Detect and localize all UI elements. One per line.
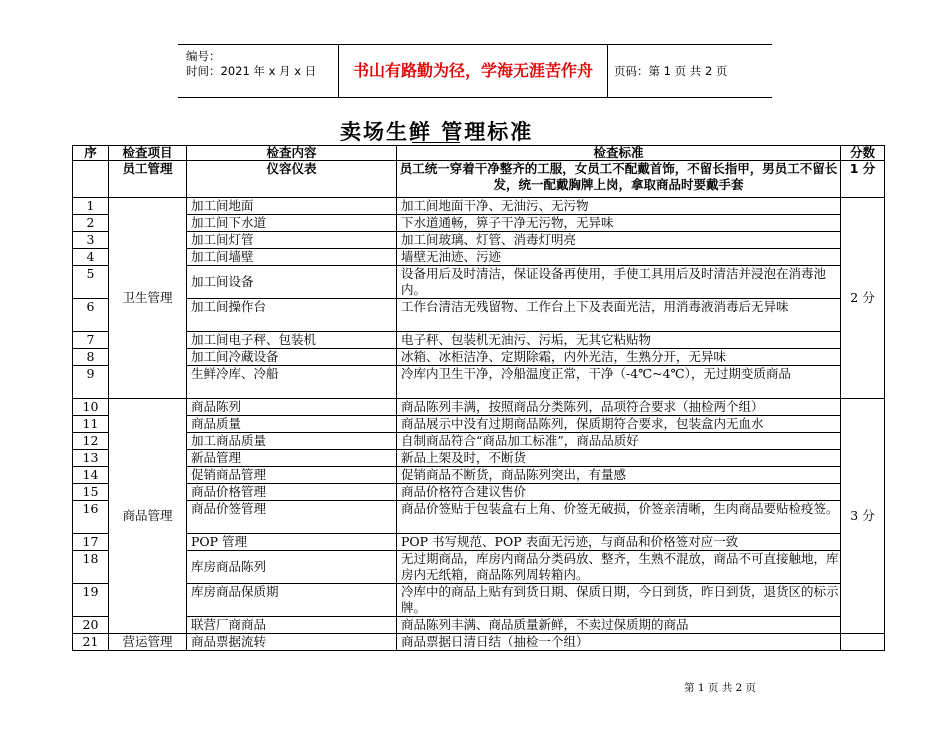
table-row [73,299,885,332]
standard-cell: 冷库内卫生干净，冷船温度正常，干净（-4℃~4℃），无过期变质商品 [397,366,841,399]
standard-cell: 商品价格符合建议售价 [397,484,841,501]
score-cell: 2 分 [841,198,885,399]
document-title: 卖场生鲜 管理标准 [340,120,534,144]
standard-cell: 商品展示中没有过期商品陈列，保质期符合要求，包装盒内无血水 [397,416,841,433]
table-row [73,584,885,617]
seq-cell: 8 [73,349,109,366]
score-cell [841,634,885,651]
seq-cell: 3 [73,232,109,249]
table-row [73,349,885,366]
standard-cell: 冰箱、冰柜洁净、定期除霜，内外光洁，生熟分开，无异味 [397,349,841,366]
table-row [73,433,885,450]
content-cell: 加工间电子秤、包装机 [187,332,397,349]
title-underline [412,142,460,143]
content-cell: 商品陈列 [187,399,397,416]
seq-cell [73,161,109,198]
header-motto: 书山有路勤为径，学海无涯苦作舟 [338,45,608,97]
item-cell: 员工管理 [109,161,187,198]
standard-cell: 下水道通畅，箅子干净无污物，无异味 [397,215,841,232]
seq-cell: 5 [73,266,109,299]
table-row [73,215,885,232]
standard-cell: 商品陈列丰满、商品质量新鲜，不卖过保质期的商品 [397,617,841,634]
page-footer: 第 1 页 共 2 页 [684,682,757,694]
doc-date: 时间：2021 年 x 月 x 日 [186,64,317,78]
content-cell: 商品质量 [187,416,397,433]
content-cell: 库房商品保质期 [187,584,397,617]
table-row [73,534,885,551]
standard-cell: 无过期商品，库房内商品分类码放、整齐，生熟不混放，商品不可直接触地，库房内无纸箱，商品陈列周转箱内。 [397,551,841,584]
content-cell: 库房商品陈列 [187,551,397,584]
table-row [73,484,885,501]
table-row [73,450,885,467]
table-row [73,467,885,484]
seq-cell: 21 [73,634,109,651]
content-cell: 生鲜冷库、冷船 [187,366,397,399]
table-row [73,501,885,534]
content-cell: 加工间地面 [187,198,397,215]
standard-cell: 商品陈列丰满，按照商品分类陈列，品项符合要求（抽检两个组） [397,399,841,416]
doc-number-label: 编号： [186,49,221,63]
content-cell: 商品价签管理 [187,501,397,534]
header-content: 检查内容 [187,146,397,161]
seq-cell: 15 [73,484,109,501]
table-row [73,161,885,198]
standard-cell: 加工间玻璃、灯管、消毒灯明亮 [397,232,841,249]
table-row [73,551,885,584]
content-cell: 加工间冷藏设备 [187,349,397,366]
seq-cell: 11 [73,416,109,433]
seq-cell: 17 [73,534,109,551]
content-cell: POP 管理 [187,534,397,551]
standard-cell: 员工统一穿着干净整齐的工服，女员工不配戴首饰，不留长指甲，男员工不留长发，统一配戴胸牌上岗，拿取商品时要戴手套 [397,161,841,198]
content-cell: 联营厂商商品 [187,617,397,634]
header-score: 分数 [841,146,885,161]
item-cell: 卫生管理 [109,198,187,399]
standard-cell: 电子秤、包装机无油污、污垢，无其它粘贴物 [397,332,841,349]
content-cell: 加工间操作台 [187,299,397,332]
seq-cell: 10 [73,399,109,416]
content-cell: 加工间设备 [187,266,397,299]
seq-cell: 20 [73,617,109,634]
table-row [73,266,885,299]
table-row [73,634,885,651]
seq-cell: 1 [73,198,109,215]
content-cell: 商品票据流转 [187,634,397,651]
content-cell: 新品管理 [187,450,397,467]
table-row [73,366,885,399]
seq-cell: 6 [73,299,109,332]
table-row [73,416,885,433]
standard-cell: 商品票据日清日结（抽检一个组） [397,634,841,651]
seq-cell: 12 [73,433,109,450]
seq-cell: 13 [73,450,109,467]
standard-cell: 冷库中的商品上贴有到货日期、保质日期，今日到货，昨日到货，退货区的标示牌。 [397,584,841,617]
content-cell: 加工间下水道 [187,215,397,232]
item-cell: 营运管理 [109,634,187,651]
standard-cell: 自制商品符合“商品加工标准”，商品品质好 [397,433,841,450]
content-cell: 仪容仪表 [187,161,397,198]
standard-cell: POP 书写规范、POP 表面无污迹，与商品和价格签对应一致 [397,534,841,551]
table-row [73,399,885,416]
header-standard: 检查标准 [397,146,841,161]
seq-cell: 18 [73,551,109,584]
content-cell: 加工间灯管 [187,232,397,249]
seq-cell: 14 [73,467,109,484]
inspection-table [72,145,885,651]
header-seq: 序 [73,146,109,161]
seq-cell: 16 [73,501,109,534]
standard-cell: 加工间地面干净、无油污、无污物 [397,198,841,215]
table-row [73,249,885,266]
standard-cell: 促销商品不断货，商品陈列突出，有量感 [397,467,841,484]
score-cell: 3 分 [841,399,885,634]
content-cell: 商品价格管理 [187,484,397,501]
standard-cell: 设备用后及时清洁，保证设备再使用，手使工具用后及时清洁并浸泡在消毒池内。 [397,266,841,299]
header-page-number: 页码：第 1 页 共 2 页 [614,64,728,78]
score-cell: 1 分 [841,161,885,198]
standard-cell: 商品价签贴于包装盒右上角、价签无破损，价签亲清晰，生肉商品要贴检疫签。 [397,501,841,534]
table-row [73,617,885,634]
content-cell: 加工间墙壁 [187,249,397,266]
content-cell: 促销商品管理 [187,467,397,484]
seq-cell: 19 [73,584,109,617]
standard-cell: 工作台清洁无残留物、工作台上下及表面光洁，用消毒液消毒后无异味 [397,299,841,332]
header-item: 检查项目 [109,146,187,161]
seq-cell: 2 [73,215,109,232]
standard-cell: 墙壁无油迹、污迹 [397,249,841,266]
item-cell: 商品管理 [109,399,187,634]
page-header [178,44,772,98]
seq-cell: 4 [73,249,109,266]
seq-cell: 7 [73,332,109,349]
table-row [73,198,885,215]
seq-cell: 9 [73,366,109,399]
table-row [73,332,885,349]
standard-cell: 新品上架及时，不断货 [397,450,841,467]
table-header-row [73,146,885,161]
content-cell: 加工商品质量 [187,433,397,450]
header-meta [186,49,316,79]
table-row [73,232,885,249]
